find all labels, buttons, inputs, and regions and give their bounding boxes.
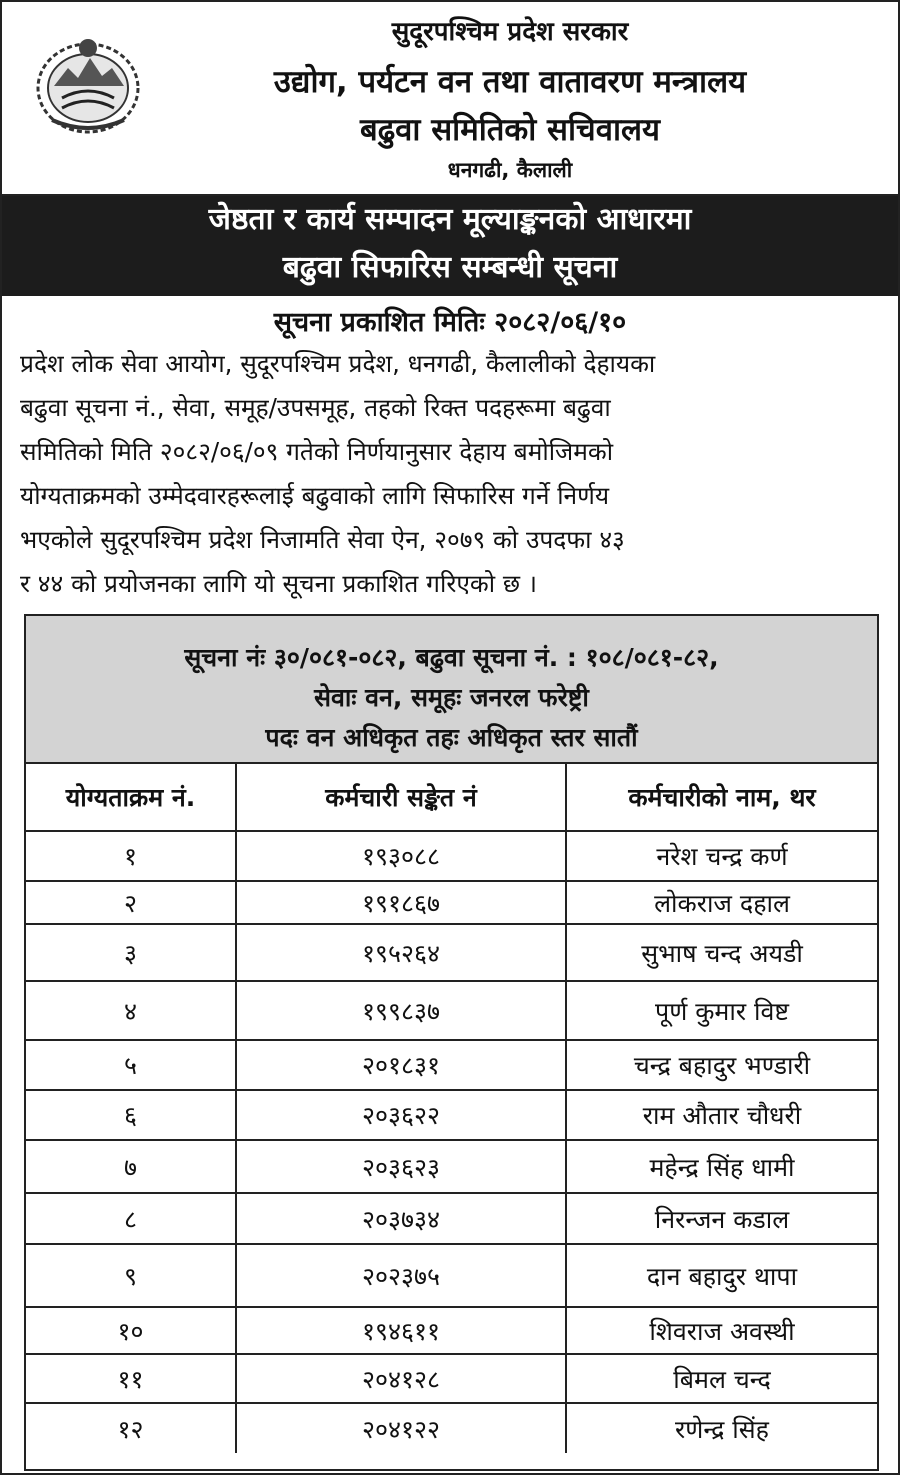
merit-order-cell: ८ xyxy=(26,1193,236,1244)
employee-code-cell: १९५२६४ xyxy=(236,924,566,981)
merit-order-cell: ९ xyxy=(26,1244,236,1307)
merit-order-cell: ६ xyxy=(26,1090,236,1140)
nepal-government-emblem-icon xyxy=(32,28,144,140)
table-row xyxy=(26,831,877,881)
service-group-line: सेवाः वन, समूहः जनरल फरेष्ट्री xyxy=(314,683,589,712)
table-row xyxy=(26,1307,877,1354)
recommendation-table-box xyxy=(24,614,879,1471)
employee-code-cell: २०३७३४ xyxy=(236,1193,566,1244)
merit-order-cell: ४ xyxy=(26,981,236,1040)
notice-paragraph xyxy=(20,342,882,606)
table-row xyxy=(26,981,877,1040)
letterhead xyxy=(2,2,898,196)
employee-name-cell: नरेश चन्द्र कर्ण xyxy=(566,831,877,881)
table-row xyxy=(26,1403,877,1453)
banner-line-1: जेष्ठता र कार्य सम्पादन मूल्याङ्कनको आधारमा xyxy=(208,202,692,237)
employee-code-cell: १९१८६७ xyxy=(236,881,566,924)
employee-name-cell: दान बहादुर थापा xyxy=(566,1244,877,1307)
paragraph-line: भएकोले सुदूरपश्चिम प्रदेश निजामति सेवा ऐन, २०७९ को उपदफा ४३ xyxy=(20,525,625,554)
employee-name-cell: महेन्द्र सिंह धामी xyxy=(566,1140,877,1193)
banner-line-2: बढुवा सिफारिस सम्बन्धी सूचना xyxy=(282,250,618,285)
paragraph-line: बढुवा सूचना नं., सेवा, समूह/उपसमूह, तहको रिक्त पदहरूमा बढुवा xyxy=(20,393,611,422)
merit-order-cell: १ xyxy=(26,831,236,881)
employee-name-cell: पूर्ण कुमार विष्ट xyxy=(566,981,877,1040)
employee-name-cell: निरन्जन कडाल xyxy=(566,1193,877,1244)
paragraph-line: योग्यताक्रमको उम्मेदवारहरूलाई बढुवाको लागि सिफारिस गर्ने निर्णय xyxy=(20,481,610,510)
employee-code-cell: २०३६२२ xyxy=(236,1090,566,1140)
merit-order-cell: ११ xyxy=(26,1354,236,1403)
employee-code-cell: २०४१२२ xyxy=(236,1403,566,1453)
table-row xyxy=(26,881,877,924)
office-location: धनगढी, कैलाली xyxy=(447,158,573,182)
employee-code-cell: २०४१२८ xyxy=(236,1354,566,1403)
table-row xyxy=(26,1354,877,1403)
employee-code-cell: १९४६११ xyxy=(236,1307,566,1354)
employee-code-cell: १९९८३७ xyxy=(236,981,566,1040)
employee-name-cell: राम औतार चौधरी xyxy=(566,1090,877,1140)
employee-code-cell: २०१८३१ xyxy=(236,1040,566,1090)
notice-number-line: सूचना नंः ३०/०८१-०८२, बढुवा सूचना नं. : १०८/०८१-८२, xyxy=(184,643,719,672)
notice-title-banner xyxy=(2,196,898,296)
employee-code-cell: २०२३७५ xyxy=(236,1244,566,1307)
merit-order-cell: २ xyxy=(26,881,236,924)
merit-order-cell: ५ xyxy=(26,1040,236,1090)
employee-name-cell: शिवराज अवस्थी xyxy=(566,1307,877,1354)
header-employee-name: कर्मचारीको नाम, थर xyxy=(566,764,877,831)
vacancy-notice-info xyxy=(26,616,877,764)
table-row xyxy=(26,1090,877,1140)
table-row xyxy=(26,1244,877,1307)
header-merit-order: योग्यताक्रम नं. xyxy=(26,764,236,831)
merit-order-cell: ७ xyxy=(26,1140,236,1193)
table-row xyxy=(26,924,877,981)
employee-name-cell: रणेन्द्र सिंह xyxy=(566,1403,877,1453)
paragraph-line: समितिको मिति २०८२/०६/०९ गतेको निर्णयानुसार देहाय बमोजिमको xyxy=(20,437,614,466)
merit-order-cell: १० xyxy=(26,1307,236,1354)
table-row xyxy=(26,1040,877,1090)
publish-date: सूचना प्रकाशित मितिः २०८२/०६/१० xyxy=(273,307,627,338)
merit-order-cell: १२ xyxy=(26,1403,236,1453)
employee-code-cell: १९३०८८ xyxy=(236,831,566,881)
employee-name-cell: बिमल चन्द xyxy=(566,1354,877,1403)
table-row xyxy=(26,1193,877,1244)
header-employee-code: कर्मचारी सङ्केत नं xyxy=(236,764,566,831)
province-government-title: सुदूरपश्चिम प्रदेश सरकार xyxy=(391,17,629,47)
ministry-title: उद्योग, पर्यटन वन तथा वातावरण मन्त्रालय xyxy=(273,64,747,100)
recommendation-table xyxy=(26,764,877,1453)
employee-name-cell: लोकराज दहाल xyxy=(566,881,877,924)
merit-order-cell: ३ xyxy=(26,924,236,981)
secretariat-title: बढुवा समितिको सचिवालय xyxy=(360,112,660,148)
employee-code-cell: २०३६२३ xyxy=(236,1140,566,1193)
table-header-row xyxy=(26,764,877,831)
table-row xyxy=(26,1140,877,1193)
employee-name-cell: सुभाष चन्द अयडी xyxy=(566,924,877,981)
post-level-line: पदः वन अधिकृत तहः अधिकृत स्तर सातौं xyxy=(265,723,638,752)
employee-name-cell: चन्द्र बहादुर भण्डारी xyxy=(566,1040,877,1090)
paragraph-line: र ४४ को प्रयोजनका लागि यो सूचना प्रकाशित गरिएको छ । xyxy=(20,569,538,598)
paragraph-line: प्रदेश लोक सेवा आयोग, सुदूरपश्चिम प्रदेश, धनगढी, कैलालीको देहायका xyxy=(20,349,656,378)
